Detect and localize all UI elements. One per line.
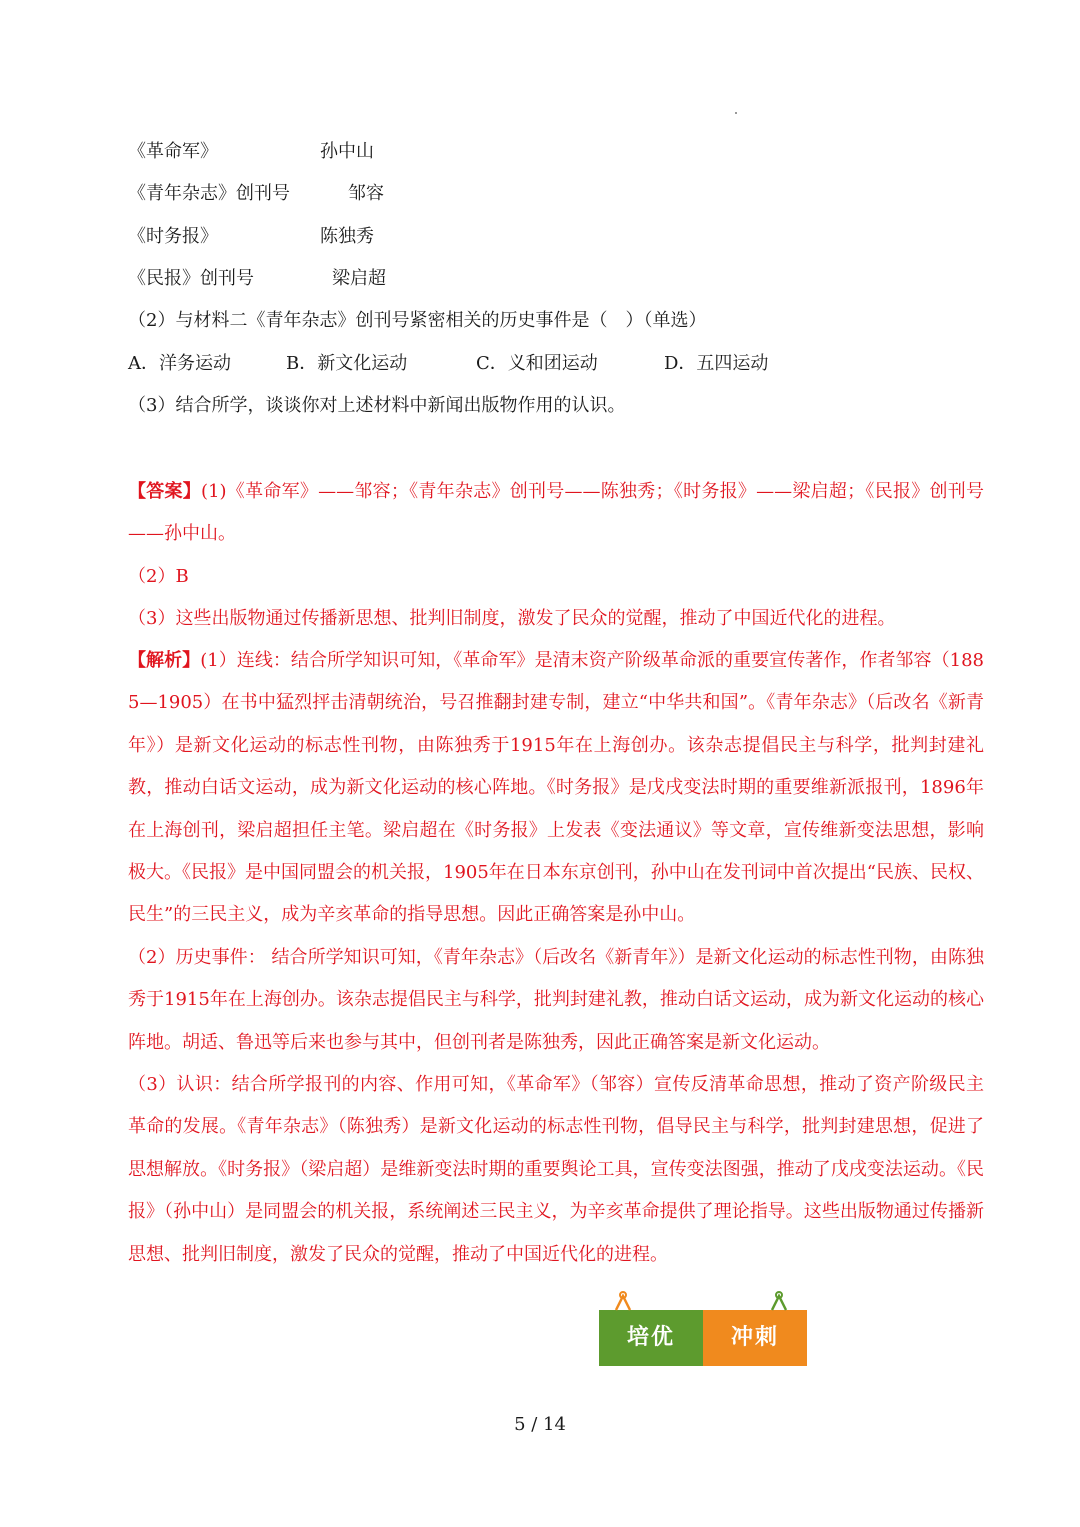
answer-paragraph-3: （3）这些出版物通过传播新思想、批判旧制度，激发了民众的觉醒，推动了中国近代化的进程。 xyxy=(128,608,896,629)
analysis-paragraph-1 xyxy=(128,640,984,937)
option-b: B．新文化运动 xyxy=(286,353,408,374)
stray-dot xyxy=(735,112,737,114)
question-2: （2）与材料二《青年杂志》创刊号紧密相关的历史事件是（ ）（单选） xyxy=(128,310,707,331)
match-right-3: 陈独秀 xyxy=(320,226,374,247)
match-left-1: 《革命军》 xyxy=(128,141,218,162)
green-clip-icon xyxy=(768,1290,790,1312)
match-right-2: 邹容 xyxy=(348,183,384,204)
match-right-4: 梁启超 xyxy=(332,268,386,289)
analysis-paragraph-2: （2）历史事件： 结合所学知识可知，《青年杂志》（后改名《新青年》）是新文化运动的标志性刊物，由陈独秀于1915年在上海创办。该杂志提倡民主与科学，批判封建礼教，推动白话文运动，成为新文化运动的核心阵地。胡适、鲁迅等后来也参与其中，但创刊者是陈独秀，因此正确答案是新文化运动。 xyxy=(128,947,984,1053)
match-left-4: 《民报》创刊号 xyxy=(128,268,254,289)
answer-paragraph-1 xyxy=(128,471,984,556)
option-a: A．洋务运动 xyxy=(128,353,231,374)
analysis-tag: 【解析】 xyxy=(128,650,201,671)
question-3: （3）结合所学，谈谈你对上述材料中新闻出版物作用的认识。 xyxy=(128,395,626,416)
match-left-3: 《时务报》 xyxy=(128,226,218,247)
answer-text-1: (1)《革命军》——邹容；《青年杂志》创刊号——陈独秀；《时务报》——梁启超；《民报》创刊号——孙中山。 xyxy=(128,481,984,545)
option-c: C．义和团运动 xyxy=(476,353,598,374)
option-d: D．五四运动 xyxy=(664,353,769,374)
analysis-text-1: (1）连线：结合所学知识可知，《革命军》是清末资产阶级革命派的重要宣传著作，作者邹容（1885—1905）在书中猛烈抨击清朝统治，号召推翻封建专制，建立“中华共和国”。《青年杂志》（后改名《新青年》）是新文化运动的标志性刊物，由陈独秀于1915年在上海创办。该杂志提倡民主与科学，批判封建礼教，推动白话文运动，成为新文化运动的核心阵地。《时务报》是戊戌变法时期的重要维新派报刊，1896年在上海创刊，梁启超担任主笔。梁启超在《时务报》上发表《变法通议》等文章，宣传维新变法思想，影响极大。《民报》是中国同盟会的机关报，1905年在日本东京创刊，孙中山在发刊词中首次提出“民族、民权、民生”的三民主义，成为辛亥革命的指导思想。因此正确答案是孙中山。 xyxy=(128,650,985,926)
answer-tag: 【答案】 xyxy=(128,481,202,502)
badge-right-label: 冲刺 xyxy=(703,1310,807,1366)
promo-badge xyxy=(599,1310,807,1366)
match-left-2: 《青年杂志》创刊号 xyxy=(128,183,290,204)
analysis-paragraph-3: （3）认识：结合所学报刊的内容、作用可知，《革命军》（邹容）宣传反清革命思想，推动了资产阶级民主革命的发展。《青年杂志》（陈独秀）是新文化运动的标志性刊物，倡导民主与科学，批判封建思想，促进了思想解放。《时务报》（梁启超）是维新变法时期的重要舆论工具，宣传变法图强，推动了戊戌变法运动。《民报》（孙中山）是同盟会的机关报，系统阐述三民主义，为辛亥革命提供了理论指导。这些出版物通过传播新思想、批判旧制度，激发了民众的觉醒，推动了中国近代化的进程。 xyxy=(128,1074,984,1265)
match-right-1: 孙中山 xyxy=(320,141,374,162)
answer-paragraph-2: （2）B xyxy=(128,566,189,587)
page-number: 5 / 14 xyxy=(514,1414,566,1435)
orange-clip-icon xyxy=(612,1290,634,1312)
badge-left-label: 培优 xyxy=(599,1310,703,1366)
